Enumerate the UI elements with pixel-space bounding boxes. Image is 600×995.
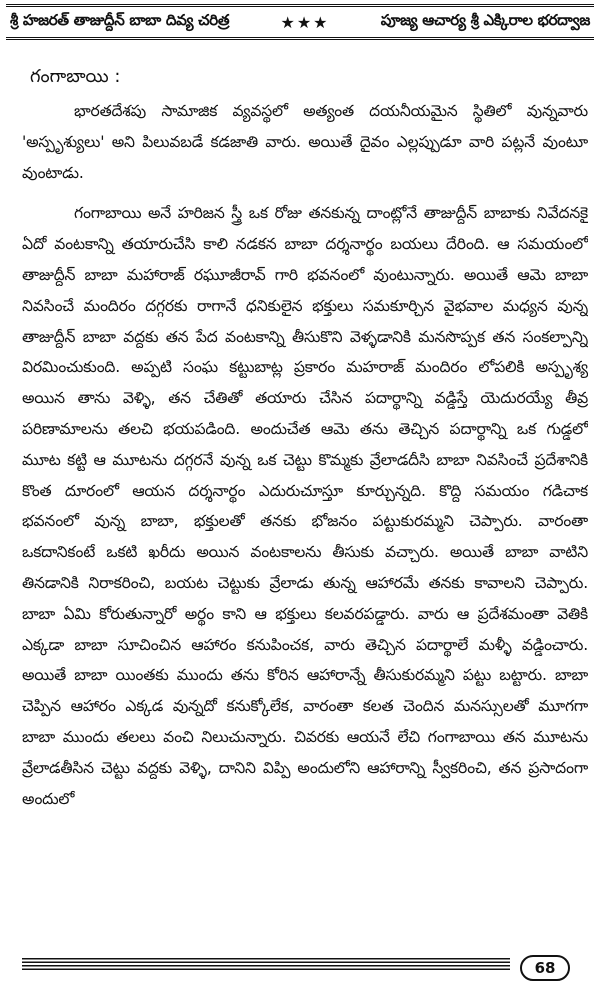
header-stars-ornament: ★★★	[280, 12, 330, 32]
running-header	[6, 4, 594, 40]
author-name: పూజ్య ఆచార్య శ్రీ ఎక్కిరాల భరద్వాజ	[380, 11, 590, 29]
footer-rule-lines	[22, 958, 510, 972]
paragraph-2: గంగాబాయి అనే హరిజన స్త్రీ ఒక రోజు తనకున్న దాంట్లోనే తాజుద్దీన్ బాబాకు నివేదనకై ఏదో వంటకాన్ని తయారుచేసి కాలి నడకన బాబా దర్శనార్థం బయలు దేరింది. ఆ సమయంలో తాజుద్దీన్ బాబా మహారాజ్ రఘూజీరావ్ గారి భవనంలో వుంటున్నారు. అయితే ఆమె బాబా నివసించే మందిరం దగ్గరకు రాగానే ధనికులైన భక్తులు సమకూర్చిన వైభవాల మధ్యన వున్న తాజుద్దీన్ బాబా వద్దకు తన పేద వంటకాన్ని తీసుకొని వెళ్ళడానికి మనసొప్పక తన సంకల్పాన్ని విరమించుకుంది. అప్పటి సంఘ కట్టుబాట్ల ప్రకారం మహరాజ్ మందిరం లోపలికి అస్పృశ్య అయిన తాను వెళ్ళి, తన చేతితో తయారు చేసిన పదార్థాన్ని వడ్డిస్తే యెదురయ్యే తీవ్ర పరిణామాలను తలచి భయపడింది. అందుచేత ఆమె తను తెచ్చిన పదార్థాన్ని ఒక గుడ్డలో మూట కట్టి ఆ మూటను దగ్గరనే వున్న ఒక చెట్టు కొమ్మకు వ్రేలాడదీసి బాబా నివసించే ప్రదేశానికి కొంత దూరంలో ఆయన దర్శనార్థం ఎదురుచూస్తూ కూర్చున్నది. కొద్ది సమయం గడిచాక భవనంలో వున్న బాబా, భక్తులతో తనకు భోజనం పట్టుకురమ్మని చెప్పారు. వారంతా ఒకదానికంటే ఒకటి ఖరీదు అయిన వంటకాలను తీసుకు వచ్చారు. అయితే బాబా వాటిని తినడానికి నిరాకరించి, బయట చెట్టుకు వ్రేలాడు తున్న ఆహారమే తనకు కావాలని చెప్పారు. బాబా ఏమి కోరుతున్నారో అర్థం కాని ఆ భక్తులు కలవరపడ్డారు. వారు ఆ ప్రదేశమంతా వెతికి ఎక్కడా బాబా సూచించిన ఆహారం కనుపించక, వారు తెచ్చిన పదార్థాలే మళ్ళీ వడ్డించారు. అయితే బాబా యింతకు ముందు తను కోరిన ఆహారాన్నే తీసుకురమ్మని పట్టు బట్టారు. బాబా చెప్పిన ఆహారం ఎక్కడ వున్నదో కనుక్కోలేక, వారంతా కలత చెందిన మనస్సులతో మూగగా బాబా ముందు తలలు వంచి నిలుచున్నారు. చివరకు ఆయనే లేచి గంగాబాయి తన మూటను వ్రేలాడతీసిన చెట్టు వద్దకు వెళ్ళి, దానిని విప్పి అందులోని ఆహారాన్ని స్వీకరించి, తన ప్రసాదంగా అందులో	[22, 204, 588, 808]
paragraph-1: భారతదేశపు సామాజిక వ్యవస్థలో అత్యంత దయనీయమైన స్థితిలో వున్నవారు 'అస్పృశ్యులు' అని పిలువబడే కడజాతి వారు. అయితే దైవం ఎల్లప్పుడూ వారి పట్లనే వుంటూ వుంటాడు.	[22, 102, 588, 182]
book-title: శ్రీ హజరత్ తాజుద్దీన్ బాబా దివ్య చరిత్ర	[10, 11, 230, 29]
page-body	[22, 62, 588, 932]
section-heading: గంగాబాయి :	[30, 66, 121, 87]
page-number: 68	[520, 955, 570, 981]
